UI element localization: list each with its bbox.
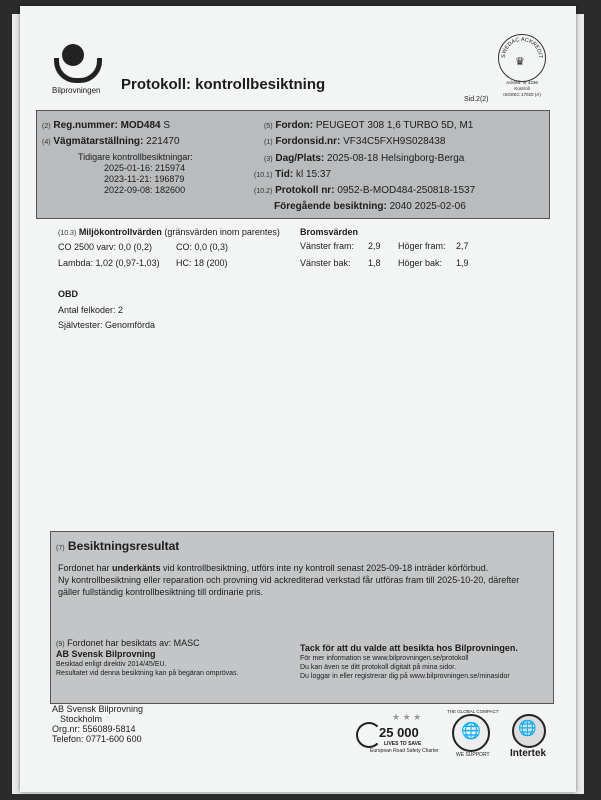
brake-left-front-label: Vänster fram: [300, 241, 355, 251]
brake-right-front-value: 2,7 [456, 241, 469, 251]
badge-sub: LIVES TO SAVE [384, 741, 422, 747]
vin-row: (1) Fordonsid.nr: VF34C5FXH9S028438 [264, 136, 446, 147]
result-title: (7) Besiktningsresultat [56, 539, 180, 553]
svg-text:SWEDAC ACKREDITERING: SWEDAC ACKREDIT [500, 36, 544, 59]
co2500-value: CO 2500 varv: 0,0 (0,2) [58, 242, 153, 252]
footer-company-info: AB Svensk Bilprovning Stockholm Org.nr: 556089-5814 Telefon: 0771-600 600 [52, 704, 144, 744]
inspecting-company: AB Svensk Bilprovning [56, 649, 156, 659]
page-title: Protokoll: kontrollbesiktning [121, 76, 326, 93]
logo-text: Bilprovningen [52, 86, 101, 95]
seal-caption: Ackred. nr 4236 Kontroll ISO/IEC 17020 (A) [503, 80, 541, 97]
badge-number: 25 000 [379, 725, 419, 740]
page-indicator: Sid.2(2) [464, 96, 489, 103]
obd-fault-codes: Antal felkoder: 2 [58, 305, 124, 315]
obd-title: OBD [58, 289, 78, 299]
info-line-3: Du loggar in eller registrerar dig på www.bilprovningen.se/minasidor [300, 673, 510, 680]
result-line-1: Fordonet har underkänts vid kontrollbesiktning, utförs inte ny kontroll senast 2025-09-18 inträder körförbud. [58, 563, 489, 573]
list-item: 2022-09-08: 182600 [104, 185, 186, 195]
brake-right-front-label: Höger fram: [398, 241, 446, 251]
svg-text:♛: ♛ [515, 56, 525, 68]
badge-charter: European Road Safety Charter [370, 748, 439, 754]
obd-self-tests: Självtester: Genomförda [58, 320, 156, 330]
list-item: 2025-01-16: 215974 [104, 163, 186, 173]
fordon-row: (5) Fordon: PEUGEOT 308 1,6 TURBO 5D, M1 [264, 120, 474, 131]
time-row: (10.1) Tid: kl 15:37 [254, 169, 332, 180]
lambda-value: Lambda: 1,02 (0,97-1,03) [58, 258, 160, 268]
brake-left-front-value: 2,9 [368, 241, 381, 251]
list-item: 2023-11-21: 196879 [104, 174, 185, 184]
protocol-number-row: (10.2) Protokoll nr: 0952-B-MOD484-250818-1537 [254, 185, 476, 196]
environment-title: (10.3) Miljökontrollvärden (gränsvärden inom parentes) [58, 227, 280, 237]
info-line-2: Du kan även se ditt protokoll digitalt på mina sidor. [300, 664, 457, 671]
brake-title: Bromsvärden [300, 227, 359, 237]
brake-right-rear-value: 1,9 [456, 258, 469, 268]
result-line-2: Ny kontrollbesiktning eller reparation och provning vid ackrediterad verkstad får utföras fram till 2025-10-20, därefter [58, 575, 520, 585]
brake-left-rear-value: 1,8 [368, 258, 381, 268]
info-line-1: För mer information se www.bilprovningen.se/protokoll [300, 655, 469, 662]
document-page: Bilprovningen Protokoll: kontrollbesiktning SWEDAC ACKREDIT ♛ Ackred. nr 4236 Kontroll ISO/IEC 17020 (A) Sid.2(2) (2) Reg.nummer: MOD484 S (4) Vägmätarställning: 221470 Tidigare kontrollbesiktningar: 2025-01-16: 215974 2023-11-21: 196879 2022-09-08: 182600 (5) Fordon: PEUGEOT 308 1,6 TURBO 5D, M1 (1) Fordonsid.nr: VF34C5FXH9S028438 (3) Dag/Plats: 2025-08-18 Helsingborg-Berga (10.1) Tid: kl 15:37 (10.2) Protokoll nr: 0952-B-MOD484-250818-1537 Föregående besiktning: 2040 2025-02-06 (10.3) Miljökontrollvärden (gränsvärden inom parentes) CO 2500 varv: 0,0 (0,2) CO: 0,0 (0,3) Lambda: 1,02 (0,97-1,03) HC: 18 (200) Bromsvärden Vänster fram: 2,9 Höger fram: 2,7 Vänster bak: 1,8 Höger bak: 1,9 OBD Antal felkoder: 2 Självtester: Genomförda (7) Besiktningsresultat Fordonet har underkänts vid kontrollbesiktning, utförs inte ny kontroll senast 2025-09-18 inträder körförbud. Ny kontrollbesiktning eller reparation och provning vid ackrediterad verkstad får utföras fram till 2025-10-20, därefter gäller fullständig kontrollbesiktning till ordinarie pris. (9) Fordonet har besiktats av: MASC AB Svensk Bilprovning Besiktad enligt direktiv 2014/45/EU. Resultatet vid denna besiktning kan på begäran omprövas. Tack för att du valde att besikta hos Bilprovningen. För mer information se www.bilprovningen.se/protokoll Du kan även se ditt protokoll digitalt på mina sidor. Du loggar in eller registrerar dig på www.bilprovningen.se/minasidor AB Svensk Bilprovning Stockholm Org.nr: 556089-5814 Telefon: 0771-600 600 ★ ★ ★ 25 000 LIVES TO SAVE European Road Safety Charter 🌐 THE GLOBAL COMPACT WE SUPPORT 🌐 Intertek [20, 6, 576, 792]
brake-left-rear-label: Vänster bak: [300, 258, 351, 268]
thanks-text: Tack för att du valde att besikta hos Bilprovningen. [300, 643, 518, 653]
reg-number-row: (2) Reg.nummer: MOD484 S [42, 120, 171, 131]
appeal-text: Resultatet vid denna besiktning kan på begäran omprövas. [56, 670, 239, 677]
co-value: CO: 0,0 (0,3) [176, 242, 229, 252]
brake-right-rear-label: Höger bak: [398, 258, 443, 268]
result-line-3: gäller fullständig kontrollbesiktning till ordinarie pris. [58, 587, 264, 597]
directive-text: Besiktad enligt direktiv 2014/45/EU. [56, 661, 167, 668]
hc-value: HC: 18 (200) [176, 258, 228, 268]
odometer-row: (4) Vägmätarställning: 221470 [42, 136, 180, 147]
swedac-seal-icon [498, 34, 546, 82]
previous-inspections-list [104, 163, 185, 196]
date-place-row: (3) Dag/Plats: 2025-08-18 Helsingborg-Berga [264, 153, 465, 164]
previous-inspection-row: Föregående besiktning: 2040 2025-02-06 [274, 201, 466, 212]
previous-inspections-title: Tidigare kontrollbesiktningar: [78, 152, 193, 162]
inspected-by: (9) Fordonet har besiktats av: MASC [56, 638, 200, 648]
